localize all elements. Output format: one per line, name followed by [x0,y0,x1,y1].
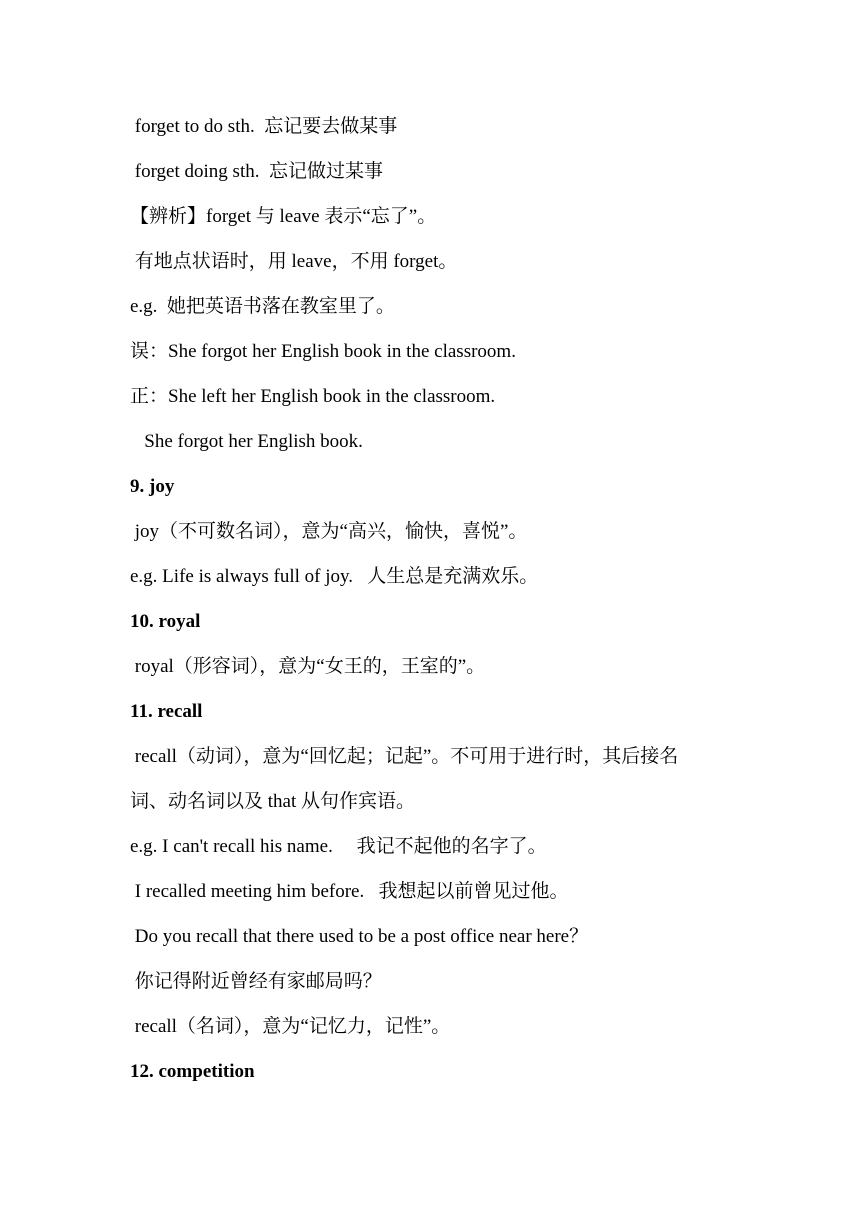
text-line-17: e.g. I can't recall his name. 我记不起他的名字了。 [130,836,547,857]
section-heading-recall: 11. recall [130,701,203,722]
text-line-2: forget doing sth. 忘记做过某事 [130,161,383,182]
text-line-7: 正：She left her English book in the classroom. [130,386,496,407]
text-line-21: recall（名词），意为“记忆力，记性”。 [130,1016,451,1037]
text-line-3: 【辨析】forget 与 leave 表示“忘了”。 [130,206,437,227]
text-line-10: joy（不可数名词），意为“高兴，愉快，喜悦”。 [130,521,528,542]
text-line-16: 词、动名词以及 that 从句作宾语。 [130,791,415,812]
text-line-18: I recalled meeting him before. 我想起以前曾见过他。 [130,881,569,902]
text-line-11: e.g. Life is always full of joy. 人生总是充满欢乐。 [130,566,539,587]
section-heading-joy: 9. joy [130,476,175,497]
section-heading-competition: 12. competition [130,1061,255,1082]
text-line-20: 你记得附近曾经有家邮局吗？ [130,971,382,992]
text-line-4: 有地点状语时，用 leave，不用 forget。 [130,251,458,272]
text-line-6: 误：She forgot her English book in the classroom. [130,341,516,362]
text-line-19: Do you recall that there used to be a post office near here？ [130,926,589,947]
text-line-13: royal（形容词），意为“女王的，王室的”。 [130,656,486,677]
text-line-15: recall（动词），意为“回忆起；记起”。不可用于进行时，其后接名 [130,746,679,767]
text-line-8: She forgot her English book. [130,431,363,452]
text-line-5: e.g. 她把英语书落在教室里了。 [130,296,395,317]
text-line-1: forget to do sth. 忘记要去做某事 [130,116,398,137]
section-heading-royal: 10. royal [130,611,201,632]
